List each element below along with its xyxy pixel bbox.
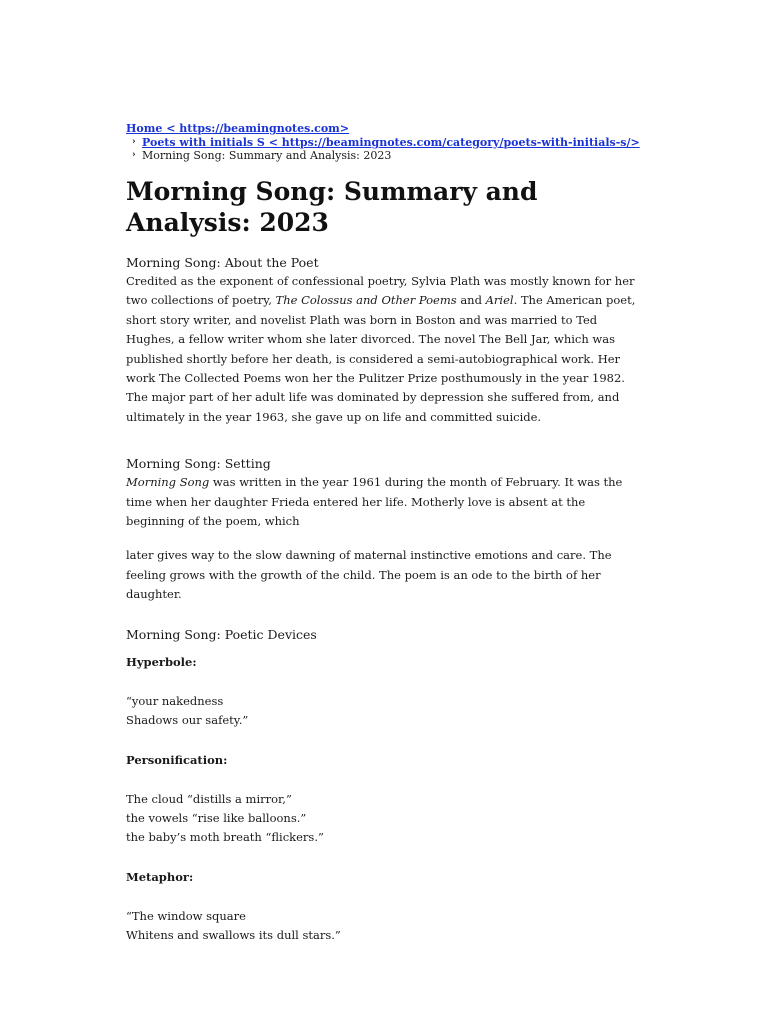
about-paragraph: Credited as the exponent of confessional poetry, Sylvia Plath was mostly known for her two collections of poetry, The Colossus and Other Poems and Ariel. The American poet, short story writer, and novelist Plath was born in Boston and was married to Ted Hughes, a fellow writer whom she later divorced. The novel The Bell Jar, which was published shortly before her death, is considered a semi-autobiographical work. Her work The Collected Poems won her the Pulitzer Prize posthumously in the year 1982. The major part of her adult life was dominated by depression she suffered from, and ultimately in the year 1963, she gave up on life and committed suicide. [126,274,636,424]
section-heading-devices: Morning Song: Poetic Devices [126,626,317,642]
article-page [126,122,646,946]
quote-line: Whitens and swallows its dull stars.” [126,928,341,943]
chevron-right-icon: › [132,150,136,160]
breadcrumb-home-link[interactable]: Home < https://beamingnotes.com> [126,122,350,135]
section-heading-about: Morning Song: About the Poet [126,255,319,270]
breadcrumb-item-category [132,136,646,149]
setting-paragraph-2: later gives way to the slow dawning of maternal instinctive emotions and care. The feeling grows with the growth of the child. The poem is an ode to the birth of her daughter. [126,548,612,602]
quote-line: The cloud “distills a mirror,” [126,791,292,806]
quote-line: “your nakedness [126,693,224,708]
page-title: Morning Song: Summary and Analysis: 2023 [126,177,538,237]
breadcrumb [126,136,646,162]
metaphor-label: Metaphor: [126,869,194,884]
quote-line: the vowels “rise like balloons.” [126,810,307,825]
hyperbole-label: Hyperbole: [126,654,197,669]
breadcrumb-current: Morning Song: Summary and Analysis: 2023 [142,149,392,162]
quote-line: Shadows our safety.” [126,713,249,728]
chevron-right-icon: › [132,137,136,147]
section-heading-setting: Morning Song: Setting [126,456,271,472]
quote-line: “The window square [126,908,246,923]
breadcrumb-category-link[interactable]: Poets with initials S < https://beamingnotes.com/category/poets-with-initials-s/> [142,136,640,149]
setting-paragraph-1: Morning Song was written in the year 1961 during the month of February. It was the time when her daughter Frieda entered her life. Motherly love is absent at the beginning of the poem, which [126,475,623,529]
quote-line: the baby’s moth breath “flickers.” [126,830,324,845]
personification-label: Personification: [126,752,228,767]
breadcrumb-item-current [132,149,646,162]
